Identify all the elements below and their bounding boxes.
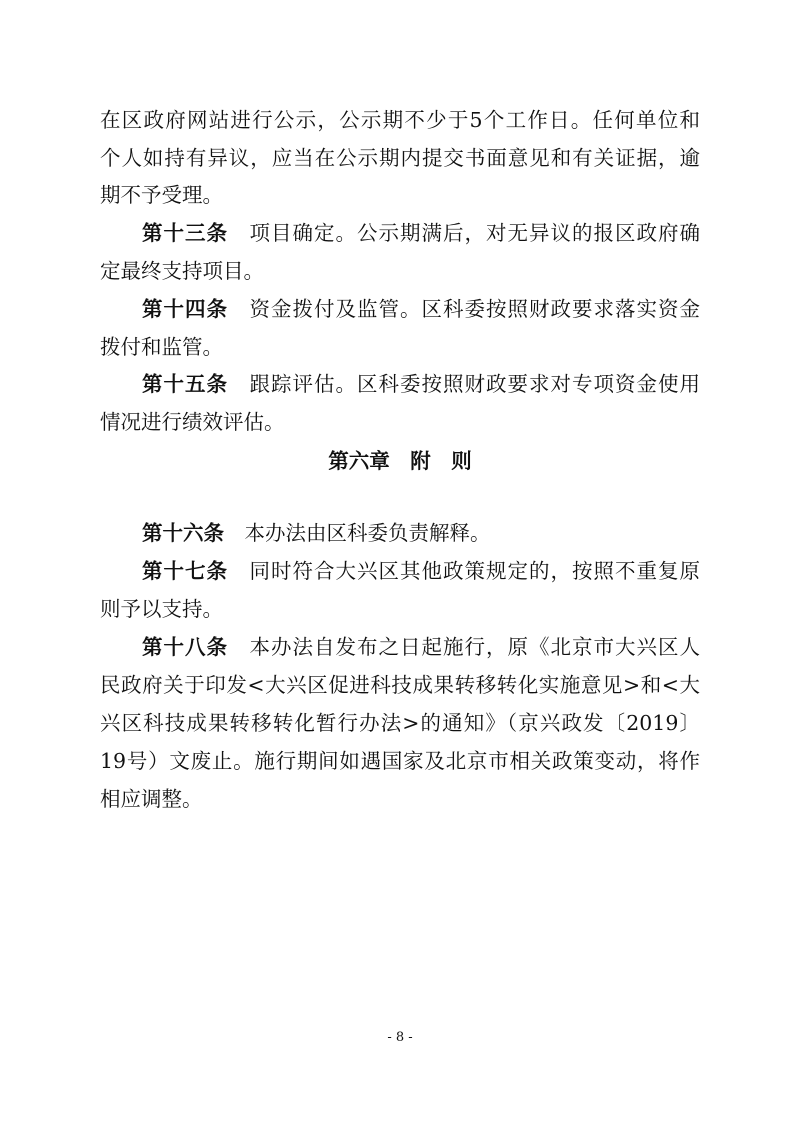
article-16-heading: 第十六条 (142, 521, 224, 545)
page-number: - 8 - (387, 1030, 413, 1045)
paragraph-line: 19号）文废止。施行期间如遇国家及北京市相关政策变动，将作 (100, 749, 700, 773)
article-16-line (142, 521, 700, 545)
article-13-line (142, 221, 700, 245)
paragraph-line: 则予以支持。 (100, 597, 223, 621)
paragraph-line: 情况进行绩效评估。 (100, 410, 285, 434)
paragraph-line: 个人如持有异议，应当在公示期内提交书面意见和有关证据，逾 (100, 146, 700, 170)
chapter-title: 第六章 附 则 (328, 449, 472, 473)
article-15-heading: 第十五条 (142, 372, 228, 396)
article-18-text: 本办法自发布之日起施行，原《北京市大兴区人 (249, 635, 700, 659)
article-18-line (142, 635, 700, 659)
paragraph-line: 期不予受理。 (100, 183, 223, 207)
article-14-line (142, 297, 700, 321)
paragraph-line: 相应调整。 (100, 787, 203, 811)
paragraph-line: 在区政府网站进行公示，公示期不少于5个工作日。任何单位和 (100, 108, 700, 132)
article-17-line (142, 559, 700, 583)
article-15-text: 跟踪评估。区科委按照财政要求对专项资金使用 (249, 372, 700, 396)
article-14-heading: 第十四条 (142, 297, 228, 321)
article-17-heading: 第十七条 (142, 559, 228, 583)
article-16-text: 本办法由区科委负责解释。 (244, 521, 491, 545)
paragraph-line: 拨付和监管。 (100, 335, 223, 359)
paragraph-line: 兴区科技成果转移转化暂行办法>的通知》（京兴政发〔2019〕 (100, 711, 700, 735)
article-18-heading: 第十八条 (142, 635, 228, 659)
article-17-text: 同时符合大兴区其他政策规定的，按照不重复原 (249, 559, 700, 583)
article-14-text: 资金拨付及监管。区科委按照财政要求落实资金 (249, 297, 700, 321)
paragraph-line: 民政府关于印发<大兴区促进科技成果转移转化实施意见>和<大 (100, 673, 700, 697)
article-13-text: 项目确定。公示期满后，对无异议的报区政府确 (249, 221, 700, 245)
article-15-line (142, 372, 700, 396)
article-13-heading: 第十三条 (142, 221, 228, 245)
paragraph-line: 定最终支持项目。 (100, 259, 264, 283)
